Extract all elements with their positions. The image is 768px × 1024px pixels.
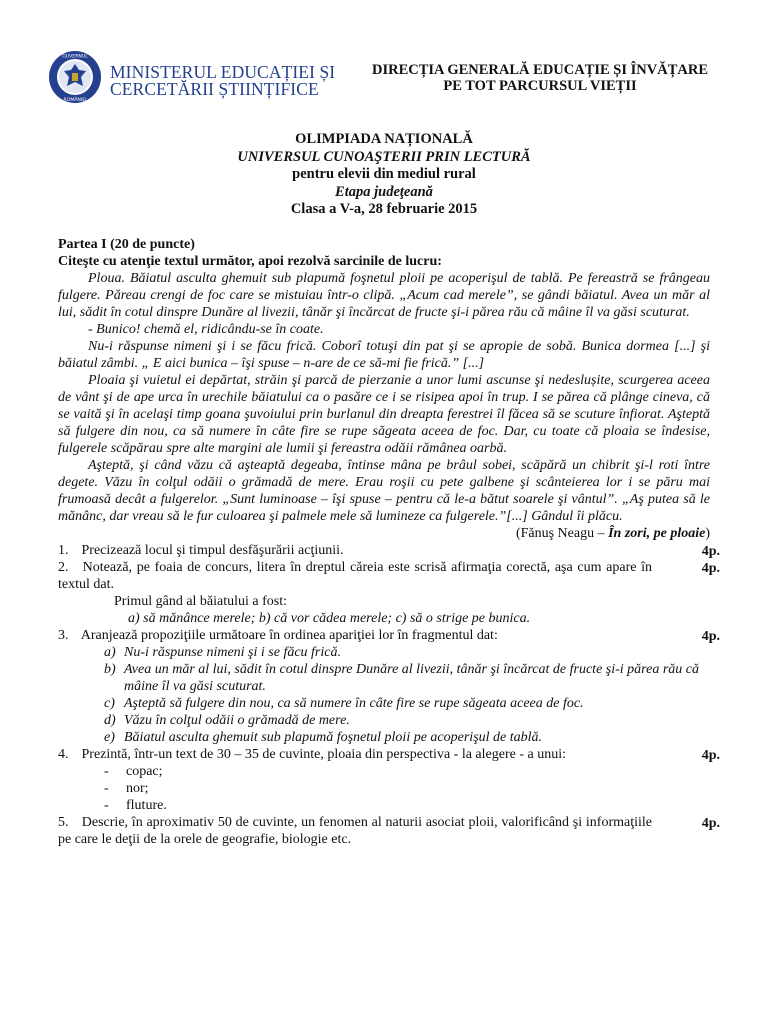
question-3-options <box>58 644 710 746</box>
question-2 <box>58 559 720 593</box>
question-3 <box>58 627 720 644</box>
source-close: ) <box>705 526 710 541</box>
option-item <box>104 661 710 695</box>
question-points: 4p. <box>701 748 720 763</box>
question-number: 4. <box>58 747 69 762</box>
government-seal-icon <box>48 50 102 104</box>
question-points: 4p. <box>701 816 720 831</box>
option-text: Avea un măr al lui, sădit în cotul dinspre Dunăre al livezii, tânăr şi încărcat de fructe şi-i părea rău că mâine îl va găsi scuturat. <box>124 662 699 694</box>
question-number: 1. <box>58 543 69 558</box>
question-points: 4p. <box>701 544 720 559</box>
directorate-line-1: DIRECȚIA GENERALĂ EDUCAȚIE ȘI ÎNVĂȚARE <box>372 62 708 78</box>
option-text: Nu-i răspunse nimeni şi i se făcu frică. <box>124 645 341 660</box>
question-number: 2. <box>58 560 69 575</box>
seal-text-bottom: ROMÂNIEI <box>63 98 87 103</box>
option-letter: a) <box>104 645 116 660</box>
text-paragraph-4: Ploaia şi vuietul ei depărtat, străin şi parcă de pierzanie a unor lumi ascunse şi nedeslușite, scurgerea aceea de vânt şi de ape urca în urechile băiatului ca o pasăre ce i se risipea apoi în trup. I se părea că plânge cineva, că se vaită şi în acelaşi timp goana şuvoiului prin burlanul din dreapta ferestrei îl făcea să se scuture înfiorat. Aşteptă să fulgere din nou, ca să numere în câte fire se rupe săgeata aceea de foc. Dar, cu toate că ploaia se îndesise, fulgerele scăpărau spre alte margini ale lumii şi fereastra odăii rămânea oarbă. <box>58 373 710 456</box>
part-instruction: Citeşte cu atenţie textul următor, apoi rezolvă sarcinile de lucru: <box>58 254 442 269</box>
work-title: În zori, pe ploaie <box>608 526 706 541</box>
option-letter: d) <box>104 713 116 728</box>
title-stage: Etapa judeţeană <box>335 183 433 200</box>
text-paragraph-5: Aşteptă, şi când văzu că aşteaptă degeaba, întinse mâna pe brâul sobei, scăpără un chibrit şi-l roti între degete. Văzu în colţul odăii o grămadă de mere. Erau roşii cu pete galbene şi scânteierea lor i se păru mai frumoasă decât a fulgerelor. „Sunt luminoase – îşi spuse – pentru că le-a bătut soarele şi vântul”. „Aş putea să le mănânc, dar vreau să le fur culoarea şi palmele mele să lumineze ca fulgerele.”[...] Gândul îi plăcu. <box>58 458 710 524</box>
reading-text <box>58 270 710 542</box>
exam-body <box>58 236 720 848</box>
list-item: - fluture. <box>104 797 710 814</box>
ministry-line-2: CERCETĂRII ȘTIINȚIFICE <box>110 79 319 99</box>
option-item <box>104 712 710 729</box>
title-class-date: Clasa a V-a, 28 februarie 2015 <box>290 201 478 217</box>
list-item: - nor; <box>104 780 710 797</box>
question-text: Aranjează propoziţiile următoare în ordinea apariţiei lor în fragmentul dat: <box>80 628 498 643</box>
ministry-line-1: MINISTERUL EDUCAȚIEI ȘI <box>110 62 336 82</box>
text-paragraph-1: Ploua. Băiatul asculta ghemuit sub plapumă foşnetul ploii pe acoperişul de tablă. Pe fereastră se frângeau fulgere. Păreau crengi de foc care se mistuiau într-o clipă. „Acum cad merele”, se gândi băiatul. Avea un măr al lui, sădit în cotul dinspre Dunăre al livezii, tânăr şi încărcat de fructe şi-i părea rău că mâine îl va găsi scuturat. <box>58 271 710 320</box>
option-item <box>104 729 710 746</box>
question-5 <box>58 814 720 848</box>
option-letter: b) <box>104 662 116 677</box>
question-2-stem: Primul gând al băiatului a fost: <box>114 594 288 609</box>
text-paragraph-2: - Bunico! chemă el, ridicându-se în coate. <box>88 322 324 337</box>
question-text: Descrie, în aproximativ 50 de cuvinte, un fenomen al naturii asociat ploii, valorificând şi informaţiile pe care le deţii de la orele de geografie, biologie etc. <box>58 815 652 847</box>
seal-text-top: GUVERNUL <box>62 54 88 60</box>
question-4 <box>58 746 720 763</box>
option-text: Aşteptă să fulgere din nou, ca să numere în câte fire se rupe săgeata aceea de foc. <box>124 696 584 711</box>
question-number: 5. <box>58 815 69 830</box>
ministry-name <box>110 64 335 98</box>
question-text: Notează, pe foaia de concurs, litera în dreptul căreia este scrisă afirmaţia corectă, aşa cum apare în textul dat. <box>58 560 653 592</box>
title-audience: pentru elevii din mediul rural <box>292 166 476 182</box>
part-heading: Partea I (20 de puncte) <box>58 237 195 252</box>
list-item: - copac; <box>104 763 710 780</box>
option-item <box>104 695 710 712</box>
option-letter: e) <box>104 730 115 745</box>
question-1 <box>58 542 720 559</box>
question-text: Precizează locul şi timpul desfăşurării acţiunii. <box>81 543 344 558</box>
directorate-line-2: PE TOT PARCURSUL VIEȚII <box>443 78 637 94</box>
text-paragraph-3: Nu-i răspunse nimeni şi i se făcu frică. Coborî totuşi din pat şi se apropie de sobă. Bunica dormea [...] şi băiatul zâmbi. „ E aici bunica – îşi spuse – n-are de ce să-mi fie frică.” [...] <box>58 339 710 371</box>
title-olympiad: OLIMPIADA NAȚIONALĂ <box>295 131 473 147</box>
question-number: 3. <box>58 628 69 643</box>
olympiad-title-block <box>0 131 768 219</box>
ministry-logo <box>48 50 336 108</box>
question-points: 4p. <box>701 629 720 644</box>
question-2-options: a) să mănânce merele; b) că vor cădea merele; c) să o strige pe bunica. <box>128 611 531 626</box>
question-4-list <box>58 763 710 814</box>
title-competition: UNIVERSUL CUNOAŞTERII PRIN LECTURĂ <box>237 148 531 165</box>
question-points: 4p. <box>701 561 720 576</box>
question-text: Prezintă, într-un text de 30 – 35 de cuvinte, ploaia din perspectiva - la alegere - a unui: <box>81 747 566 762</box>
text-source <box>58 525 710 542</box>
option-text: Văzu în colţul odăii o grămadă de mere. <box>124 713 350 728</box>
option-item <box>104 644 710 661</box>
option-letter: c) <box>104 696 115 711</box>
author-name: (Fănuş Neagu – <box>515 526 609 541</box>
option-text: Băiatul asculta ghemuit sub plapumă foşnetul ploii pe acoperişul de tablă. <box>124 730 543 745</box>
directorate-name <box>330 62 750 94</box>
